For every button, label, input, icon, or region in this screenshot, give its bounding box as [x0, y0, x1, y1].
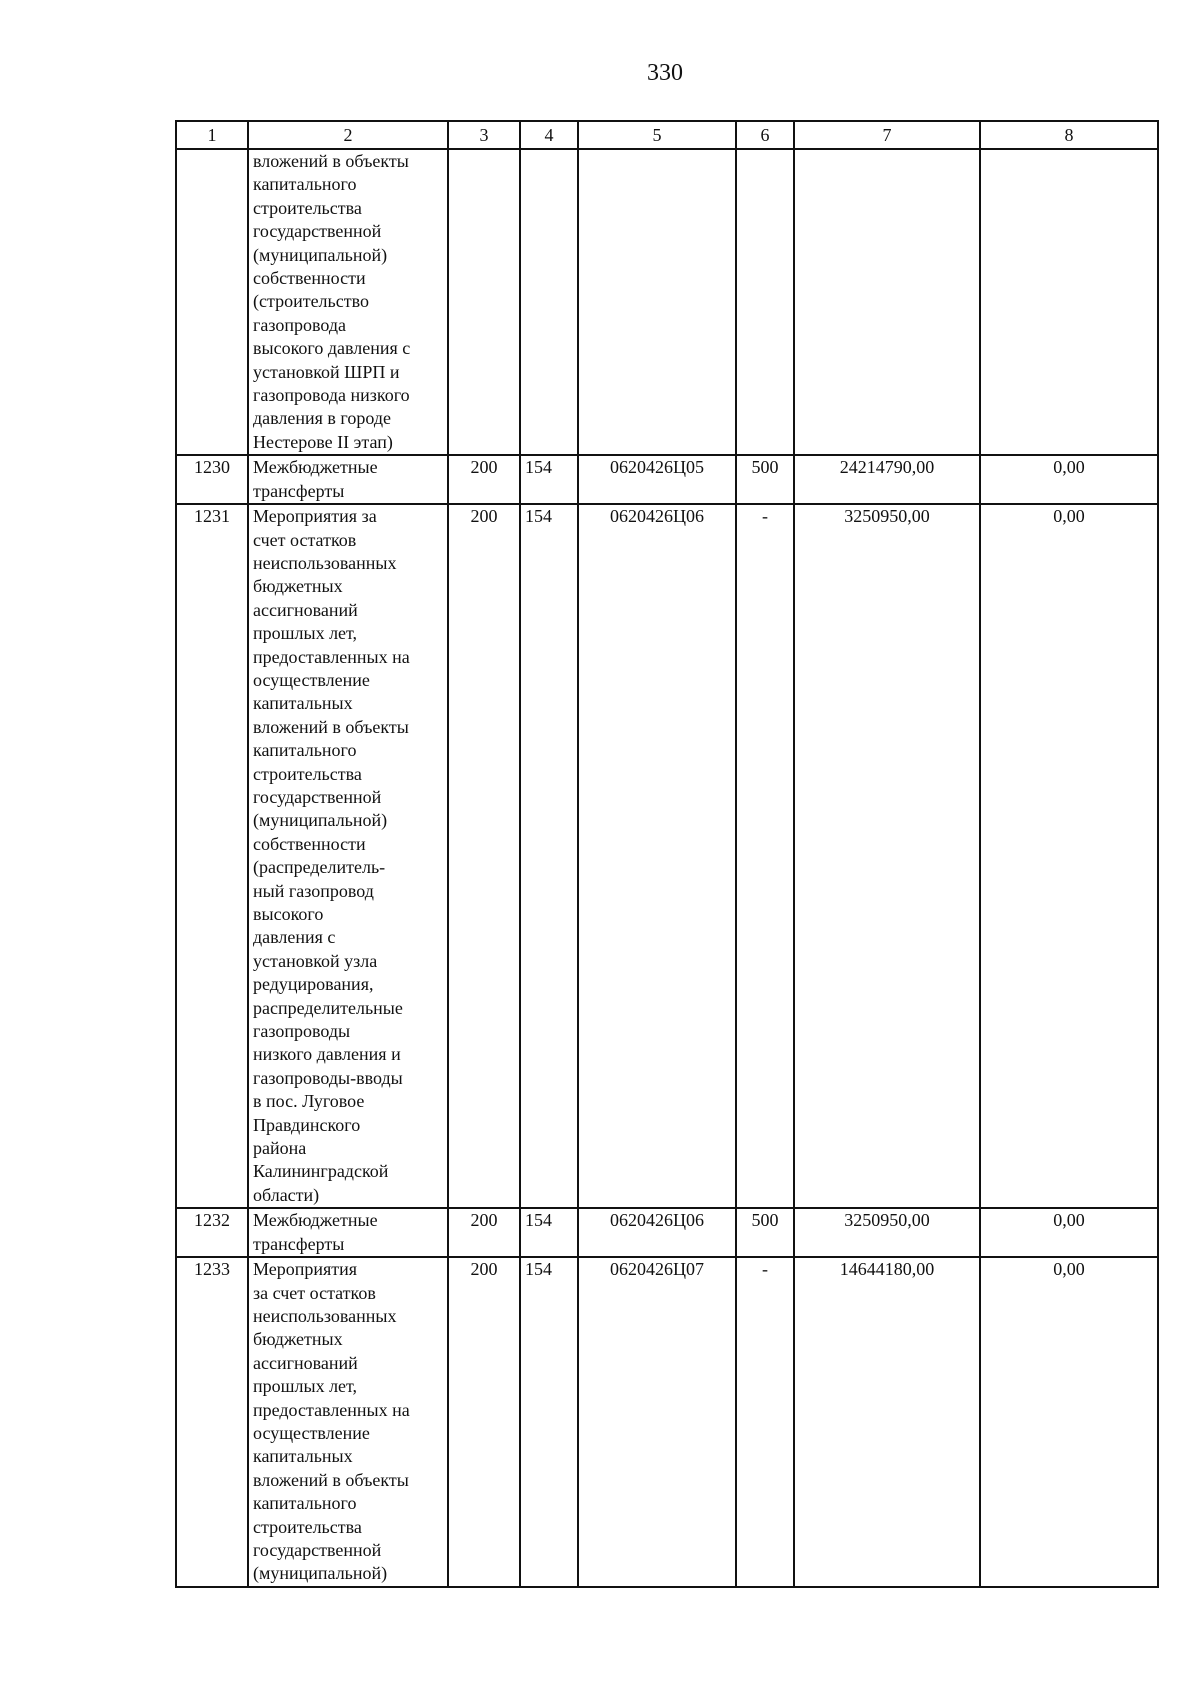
cell-col-8: 0,00: [980, 455, 1158, 504]
cell-col-4: 154: [520, 1257, 578, 1587]
cell-col-5: [578, 149, 736, 455]
cell-col-5: 0620426Ц05: [578, 455, 736, 504]
cell-col-3: [448, 149, 520, 455]
cell-col-6: 500: [736, 1208, 794, 1257]
row-description: [248, 455, 448, 504]
cell-col-4: [520, 149, 578, 455]
row-description: [248, 1257, 448, 1587]
row-description: [248, 504, 448, 1208]
cell-col-5: 0620426Ц06: [578, 1208, 736, 1257]
table-row: [176, 455, 1158, 504]
table-row: [176, 149, 1158, 455]
column-header-2: 2: [248, 121, 448, 149]
column-header-3: 3: [448, 121, 520, 149]
row-number: 1231: [176, 504, 248, 1208]
cell-col-5: 0620426Ц07: [578, 1257, 736, 1587]
cell-col-7: 3250950,00: [794, 504, 980, 1208]
cell-col-7: 14644180,00: [794, 1257, 980, 1587]
header-row: [176, 121, 1158, 149]
column-header-5: 5: [578, 121, 736, 149]
cell-col-6: -: [736, 504, 794, 1208]
column-header-4: 4: [520, 121, 578, 149]
page-number: 330: [647, 60, 683, 86]
cell-col-4: 154: [520, 1208, 578, 1257]
row-number: [176, 149, 248, 455]
row-description-text: Межбюджетные трансферты: [253, 457, 378, 501]
table-row: [176, 504, 1158, 1208]
cell-col-6: -: [736, 1257, 794, 1587]
table-row: [176, 1257, 1158, 1587]
column-header-8: 8: [980, 121, 1158, 149]
row-description: [248, 1208, 448, 1257]
cell-col-8: 0,00: [980, 504, 1158, 1208]
row-number: 1230: [176, 455, 248, 504]
row-description-text: Мероприятия за счет остатков неиспользованных бюджетных ассигнований прошлых лет, предоставленных на осуществление капитальных вложений в объекты капитального строительства государственной (муниципальной): [253, 1259, 410, 1584]
cell-col-3: 200: [448, 1257, 520, 1587]
cell-col-4: 154: [520, 455, 578, 504]
column-header-1: 1: [176, 121, 248, 149]
row-description-text: вложений в объекты капитального строительства государственной (муниципальной) собственности (строительство газопровода высокого давления с установкой ШРП и газопровода низкого давления в городе Нестерове II этап): [253, 151, 411, 452]
budget-table: [175, 120, 1159, 1588]
cell-col-4: 154: [520, 504, 578, 1208]
row-number: 1233: [176, 1257, 248, 1587]
column-header-7: 7: [794, 121, 980, 149]
cell-col-7: 24214790,00: [794, 455, 980, 504]
cell-col-8: 0,00: [980, 1208, 1158, 1257]
cell-col-8: [980, 149, 1158, 455]
cell-col-3: 200: [448, 455, 520, 504]
table-row: [176, 1208, 1158, 1257]
cell-col-5: 0620426Ц06: [578, 504, 736, 1208]
cell-col-6: [736, 149, 794, 455]
cell-col-7: [794, 149, 980, 455]
cell-col-8: 0,00: [980, 1257, 1158, 1587]
cell-col-3: 200: [448, 1208, 520, 1257]
row-description-text: Мероприятия за счет остатков неиспользованных бюджетных ассигнований прошлых лет, предоставленных на осуществление капитальных вложений в объекты капитального строительства государственной (муниципальной) собственности (распределитель- ный газопровод высокого давления с установкой узла редуцирования, распределительные газопроводы низкого давления и газопроводы-вводы в пос. Луговое Правдинского района Калининградской области): [253, 506, 410, 1205]
cell-col-6: 500: [736, 455, 794, 504]
cell-col-7: 3250950,00: [794, 1208, 980, 1257]
cell-col-3: 200: [448, 504, 520, 1208]
row-description-text: Межбюджетные трансферты: [253, 1210, 378, 1254]
row-number: 1232: [176, 1208, 248, 1257]
column-header-6: 6: [736, 121, 794, 149]
row-description: [248, 149, 448, 455]
